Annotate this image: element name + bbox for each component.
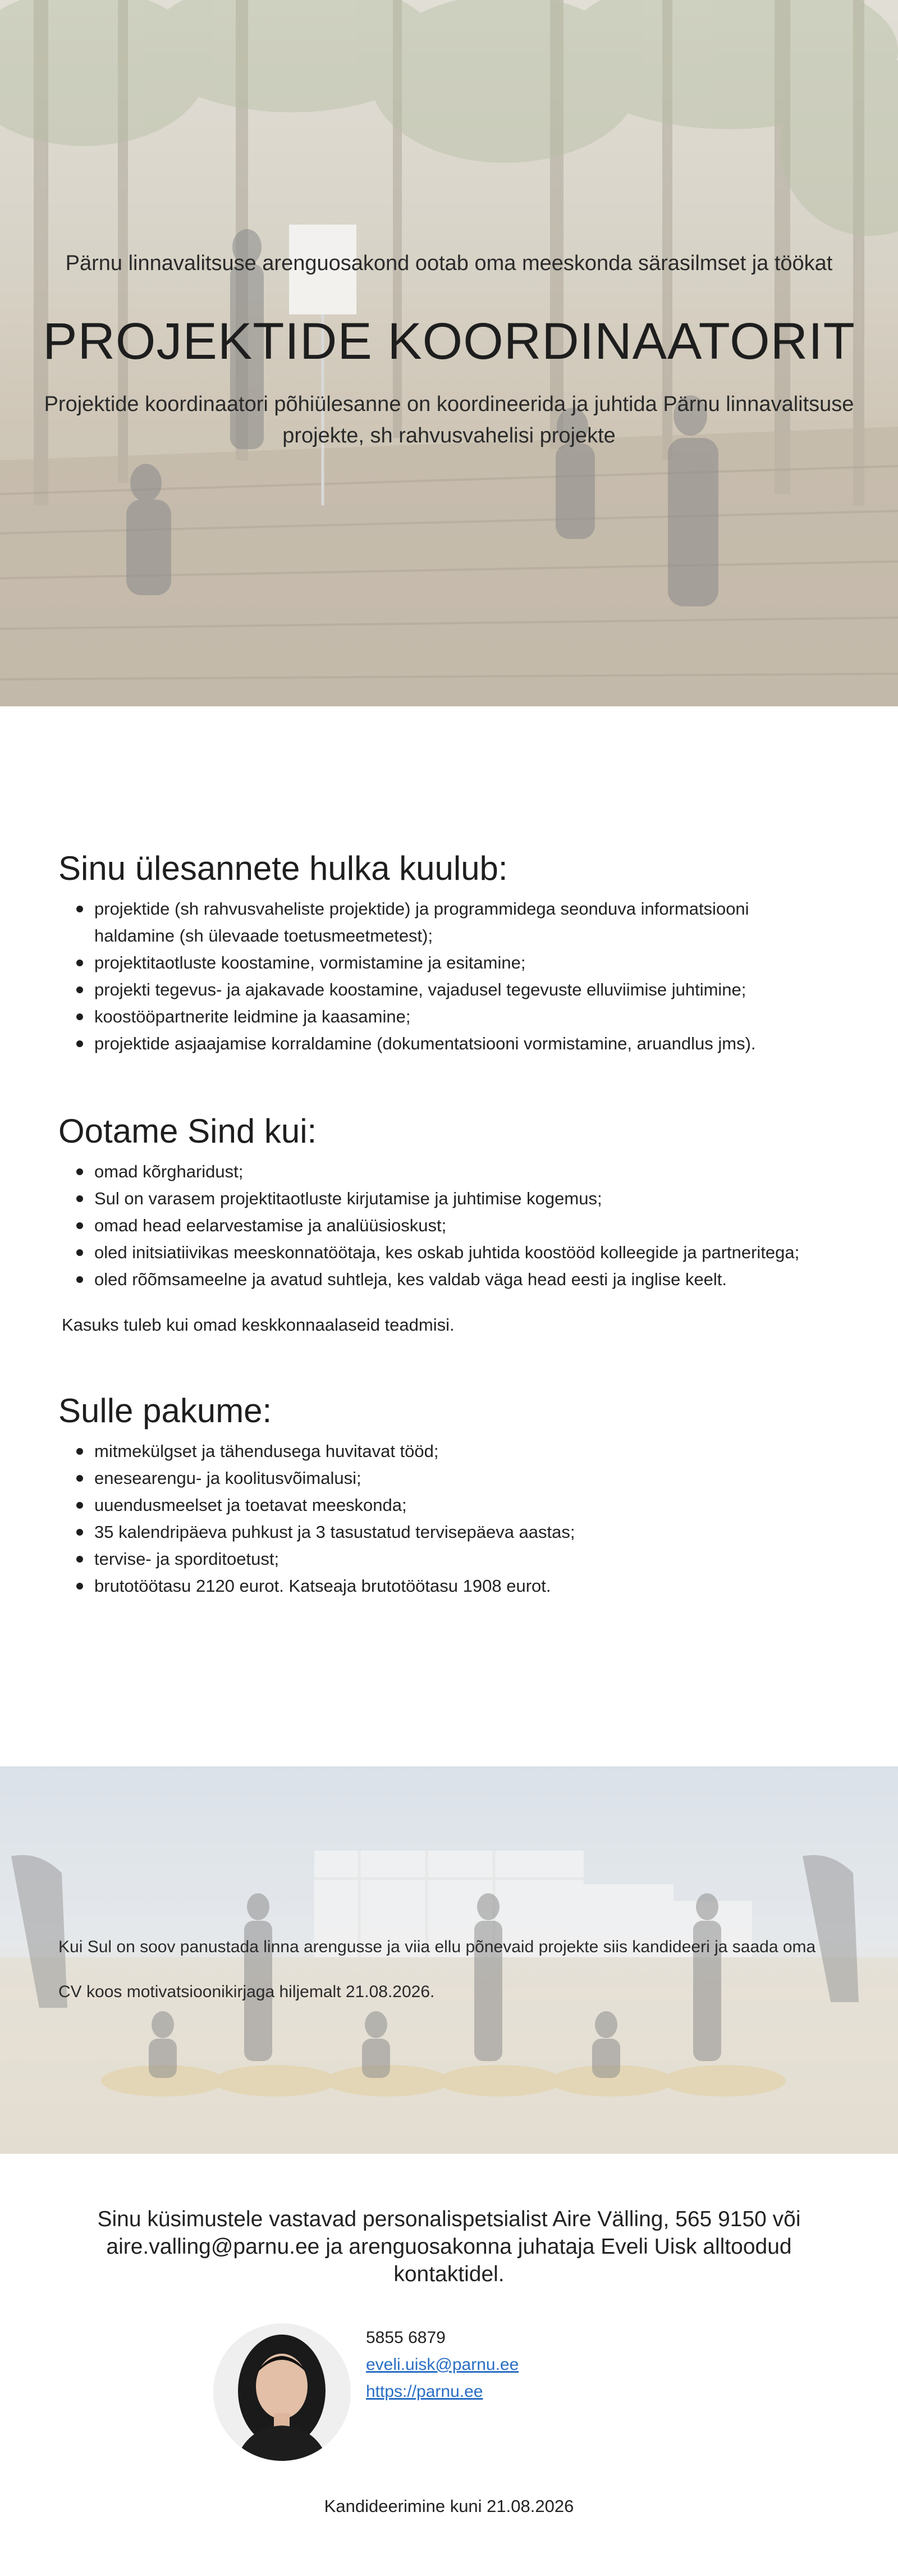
list-item: brutotöötasu 2120 eurot. Katseaja brutotöötasu 1908 eurot.: [94, 1573, 844, 1600]
tasks-list: [58, 896, 844, 1057]
list-item: projektide asjaajamise korraldamine (dokumentatsiooni vormistamine, aruandlus jms).: [94, 1030, 844, 1057]
hero-subtitle: Pärnu linnavalitsuse arenguosakond ootab oma meeskonda särasilmset ja töökat: [65, 252, 833, 275]
contact-details: [366, 2324, 519, 2405]
list-item: oled initsiatiivikas meeskonnatöötaja, kes oskab juhtida koostööd kolleegide ja partneritega;: [94, 1239, 844, 1266]
requirements-heading: Ootame Sind kui:: [58, 1112, 317, 1150]
requirements-list: [58, 1158, 844, 1293]
portrait-photo: [213, 2323, 351, 2461]
contact-intro: Sinu küsimustele vastavad personalispetsialist Aire Välling, 565 9150 või aire.valling@parnu.ee ja arenguosakonna juhataja Eveli Uisk alltoodud kontaktidel.: [97, 2207, 801, 2286]
list-item: koostööpartnerite leidmine ja kaasamine;: [94, 1003, 844, 1030]
list-item: projektide (sh rahvusvaheliste projektide) ja programmidega seonduva informatsiooni haldamine (sh ülevaade toetusmeetmetest);: [94, 896, 844, 949]
contact-email-link[interactable]: eveli.uisk@parnu.ee: [366, 2355, 519, 2374]
offer-list: [58, 1438, 844, 1600]
list-item: Sul on varasem projektitaotluste kirjutamise ja juhtimise kogemus;: [94, 1185, 844, 1212]
list-item: enesearengu- ja koolitusvõimalusi;: [94, 1465, 844, 1492]
list-item: tervise- ja sporditoetust;: [94, 1546, 844, 1573]
apply-text: [58, 1925, 844, 2015]
hero-description: Projektide koordinaatori põhiülesanne on koordineerida ja juhtida Pärnu linnavalitsuse projekte, sh rahvusvahelisi projekte: [44, 392, 854, 447]
contact-phone: 5855 6879: [366, 2328, 446, 2347]
apply-text-line: CV koos motivatsioonikirjaga hiljemalt 21.08.2026.: [58, 1983, 435, 2001]
offer-heading: Sulle pakume:: [58, 1392, 272, 1429]
tasks-heading: Sinu ülesannete hulka kuulub:: [58, 849, 508, 887]
list-item: omad head eelarvestamise ja analüüsioskust;: [94, 1212, 844, 1239]
avatar: [213, 2323, 351, 2461]
page-title: PROJEKTIDE KOORDINAATORIT: [43, 313, 855, 370]
list-item: oled rõõmsameelne ja avatud suhtleja, kes valdab väga head eesti ja inglise keelt.: [94, 1266, 844, 1293]
list-item: omad kõrgharidust;: [94, 1158, 844, 1185]
contact-website-link[interactable]: https://parnu.ee: [366, 2382, 483, 2401]
list-item: projektitaotluste koostamine, vormistamine ja esitamine;: [94, 949, 844, 976]
list-item: 35 kalendripäeva puhkust ja 3 tasustatud tervisepäeva aastas;: [94, 1519, 844, 1546]
hero-banner: [0, 0, 898, 706]
apply-text-line: Kui Sul on soov panustada linna arengusse ja viia ellu põnevaid projekte siis kandideeri ja saada oma: [58, 1938, 816, 1956]
apply-banner: [0, 1766, 898, 2154]
list-item: uuendusmeelset ja toetavat meeskonda;: [94, 1492, 844, 1519]
list-item: mitmekülgset ja tähendusega huvitavat tööd;: [94, 1438, 844, 1465]
application-deadline: Kandideerimine kuni 21.08.2026: [324, 2496, 574, 2516]
tasks-section: [58, 849, 844, 1057]
requirements-section: [58, 1112, 844, 1293]
requirements-note: Kasuks tuleb kui omad keskkonnaalaseid teadmisi.: [62, 1315, 455, 1335]
offer-section: [58, 1391, 844, 1600]
list-item: projekti tegevus- ja ajakavade koostamine, vajadusel tegevuste elluviimise juhtimine;: [94, 976, 844, 1003]
